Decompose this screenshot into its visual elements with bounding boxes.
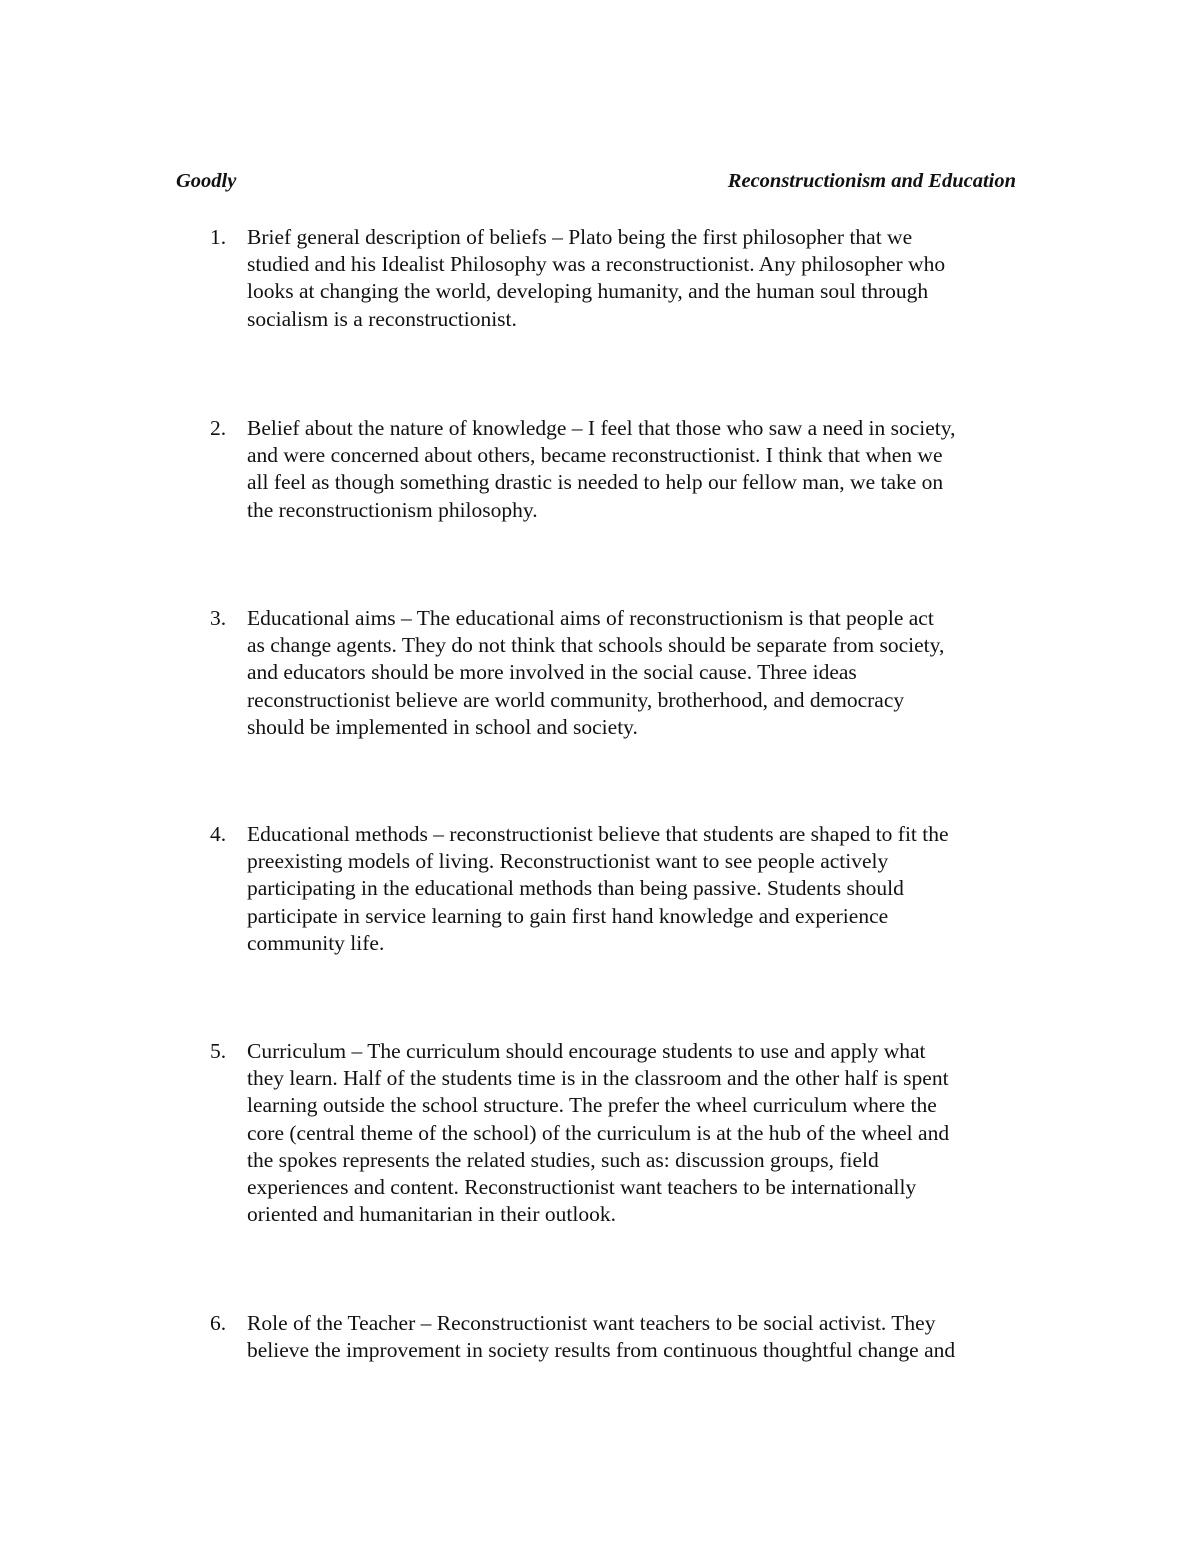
text-line: Educational aims – The educational aims of reconstructionism is that people act: [247, 606, 934, 630]
text-line: socialism is a reconstructionist.: [247, 306, 517, 331]
text-line: looks at changing the world, developing humanity, and the human soul through: [247, 279, 929, 304]
text-line: the reconstructionism philosophy.: [247, 497, 538, 522]
text-line: reconstructionist believe are world community, brotherhood, and democracy: [247, 687, 905, 712]
text-line: Curriculum – The curriculum should encourage students to use and apply what: [247, 1039, 926, 1063]
text-line: all feel as though something drastic is needed to help our fellow man, we take on: [247, 470, 944, 495]
text-line: learning outside the school structure. The prefer the wheel curriculum where the: [247, 1093, 937, 1118]
text-line: Belief about the nature of knowledge – I feel that those who saw a need in society,: [247, 416, 956, 440]
list-item-number: 3.: [210, 606, 227, 630]
text-line: oriented and humanitarian in their outlook.: [247, 1202, 616, 1227]
text-line: and were concerned about others, became reconstructionist. I think that when we: [247, 443, 943, 468]
text-line: participate in service learning to gain first hand knowledge and experience: [247, 903, 889, 928]
list-item-number: 2.: [210, 416, 227, 440]
text-line: experiences and content. Reconstructionist want teachers to be internationally: [247, 1175, 917, 1200]
text-line: participating in the educational methods than being passive. Students should: [247, 876, 904, 901]
list-item-text: [247, 224, 1037, 333]
page-header: [176, 170, 1016, 198]
text-line: Educational methods – reconstructionist believe that students are shaped to fit the: [247, 822, 949, 846]
list-item-text: [247, 415, 1037, 524]
list-item-number: 4.: [210, 822, 227, 846]
text-line: believe the improvement in society results from continuous thoughtful change and: [247, 1338, 956, 1363]
text-line: studied and his Idealist Philosophy was a reconstructionist. Any philosopher who: [247, 252, 946, 277]
list-item-number: 6.: [210, 1311, 227, 1335]
list-item-text: [247, 821, 1037, 957]
list-item-number: 1.: [210, 225, 227, 249]
text-line: Brief general description of beliefs – Plato being the first philosopher that we: [247, 225, 913, 249]
list-item-text: [247, 605, 1037, 741]
text-line: should be implemented in school and society.: [247, 714, 638, 739]
list-item-text: [247, 1038, 1037, 1228]
header-title: Reconstructionism and Education: [727, 170, 1016, 192]
text-line: the spokes represents the related studies, such as: discussion groups, field: [247, 1147, 879, 1172]
list-item-number: 5.: [210, 1039, 227, 1063]
text-line: preexisting models of living. Reconstructionist want to see people actively: [247, 849, 889, 874]
list-item-text: [247, 1310, 1037, 1364]
text-line: core (central theme of the school) of the curriculum is at the hub of the wheel and: [247, 1120, 950, 1145]
text-line: as change agents. They do not think that schools should be separate from society,: [247, 633, 945, 658]
text-line: and educators should be more involved in the social cause. Three ideas: [247, 660, 857, 685]
text-line: community life.: [247, 930, 385, 955]
header-author: Goodly: [176, 170, 237, 192]
text-line: they learn. Half of the students time is in the classroom and the other half is spent: [247, 1066, 949, 1091]
text-line: Role of the Teacher – Reconstructionist want teachers to be social activist. They: [247, 1311, 936, 1335]
